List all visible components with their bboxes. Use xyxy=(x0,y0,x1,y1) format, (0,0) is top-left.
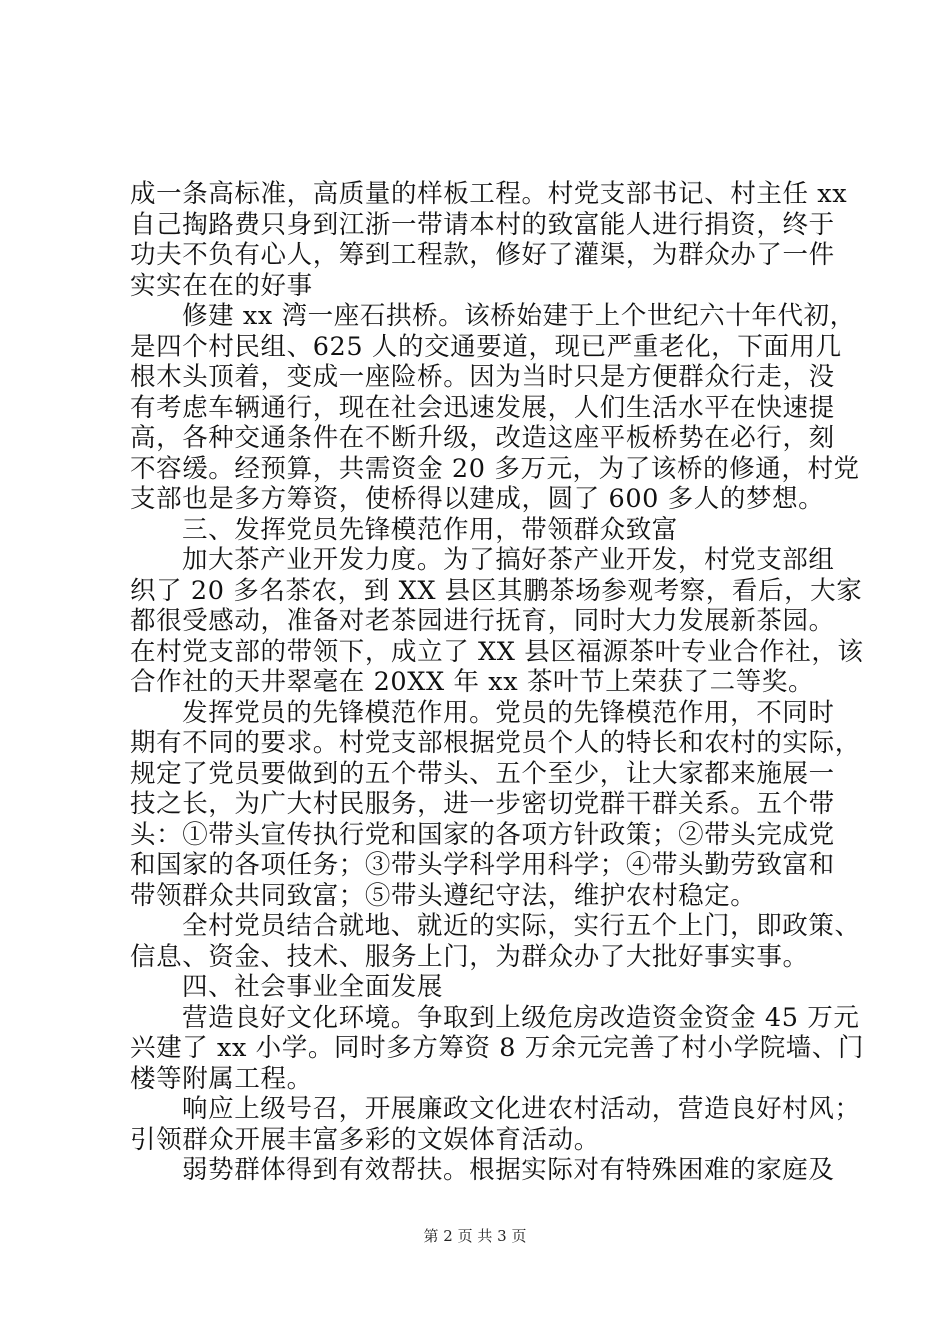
text-line: 响应上级号召，开展廉政文化进农村活动，营造良好村风； xyxy=(182,1094,861,1124)
page-footer: 第 2 页 共 3 页 xyxy=(423,1227,527,1245)
text-line: 弱势群体得到有效帮扶。根据实际对有特殊困难的家庭及 xyxy=(182,1155,835,1185)
text-line: 引领群众开展丰富多彩的文娱体育活动。 xyxy=(130,1124,600,1155)
text-line: 都很受感动，准备对老茶园进行抚育，同时大力发展新茶园。 xyxy=(130,606,835,636)
text-line: 功夫不负有心人，筹到工程款，修好了灌渠，为群众办了一件 xyxy=(130,240,835,270)
text-line: 修建 xx 湾一座石拱桥。该桥始建于上个世纪六十年代初， xyxy=(182,301,856,331)
text-line: 和国家的各项任务；③带头学科学用科学；④带头勤劳致富和 xyxy=(130,850,835,880)
text-line: 带领群众共同致富；⑤带头遵纪守法，维护农村稳定。 xyxy=(130,880,757,911)
text-line: 成一条高标准，高质量的样板工程。村党支部书记、村主任 xx xyxy=(130,179,848,209)
text-line: 在村党支部的带领下，成立了 XX 县区福源茶叶专业合作社，该 xyxy=(130,636,864,667)
text-line: 有考虑车辆通行，现在社会迅速发展，人们生活水平在快速提 xyxy=(130,392,835,423)
text-line: 根木头顶着，变成一座险桥。因为当时只是方便群众行走，没 xyxy=(130,362,835,392)
text-line: 是四个村民组、625 人的交通要道，现已严重老化，下面用几 xyxy=(130,331,842,362)
text-line: 头：①带头宣传执行党和国家的各项方针政策；②带头完成党 xyxy=(130,819,835,850)
section-heading: 三、发挥党员先锋模范作用，带领群众致富 xyxy=(182,514,678,545)
text-line: 合作社的天井翠毫在 20XX 年 xx 茶叶节上荣获了二等奖。 xyxy=(130,667,815,697)
text-line: 楼等附属工程。 xyxy=(130,1063,313,1094)
text-line: 兴建了 xx 小学。同时多方筹资 8 万余元完善了村小学院墙、门 xyxy=(130,1033,865,1063)
text-line: 高，各种交通条件在不断升级，改造这座平板桥势在必行，刻 xyxy=(130,423,835,453)
text-line: 技之长，为广大村民服务，进一步密切党群干群关系。五个带 xyxy=(130,789,835,819)
text-line: 全村党员结合就地、就近的实际，实行五个上门，即政策、 xyxy=(182,911,861,941)
text-line: 加大茶产业开发力度。为了搞好茶产业开发，村党支部组 xyxy=(182,545,835,575)
text-line: 自己掏路费只身到江浙一带请本村的致富能人进行捐资，终于 xyxy=(130,209,835,240)
text-line: 实实在在的好事 xyxy=(130,270,313,301)
text-line: 支部也是多方筹资，使桥得以建成，圆了 600 多人的梦想。 xyxy=(130,484,825,514)
text-line: 发挥党员的先锋模范作用。党员的先锋模范作用，不同时 xyxy=(182,697,835,728)
text-line: 不容缓。经预算，共需资金 20 多万元，为了该桥的修通，村党 xyxy=(130,453,860,484)
section-heading: 四、社会事业全面发展 xyxy=(182,972,444,1002)
text-line: 规定了党员要做到的五个带头、五个至少，让大家都来施展一 xyxy=(130,758,835,789)
text-line: 营造良好文化环境。争取到上级危房改造资金资金 45 万元 xyxy=(182,1002,860,1033)
text-line: 期有不同的要求。村党支部根据党员个人的特长和农村的实际， xyxy=(130,728,861,758)
text-line: 信息、资金、技术、服务上门，为群众办了大批好事实事。 xyxy=(130,941,809,972)
text-line: 织了 20 多名茶农，到 XX 县区其鹏茶场参观考察，看后，大家 xyxy=(130,575,863,606)
